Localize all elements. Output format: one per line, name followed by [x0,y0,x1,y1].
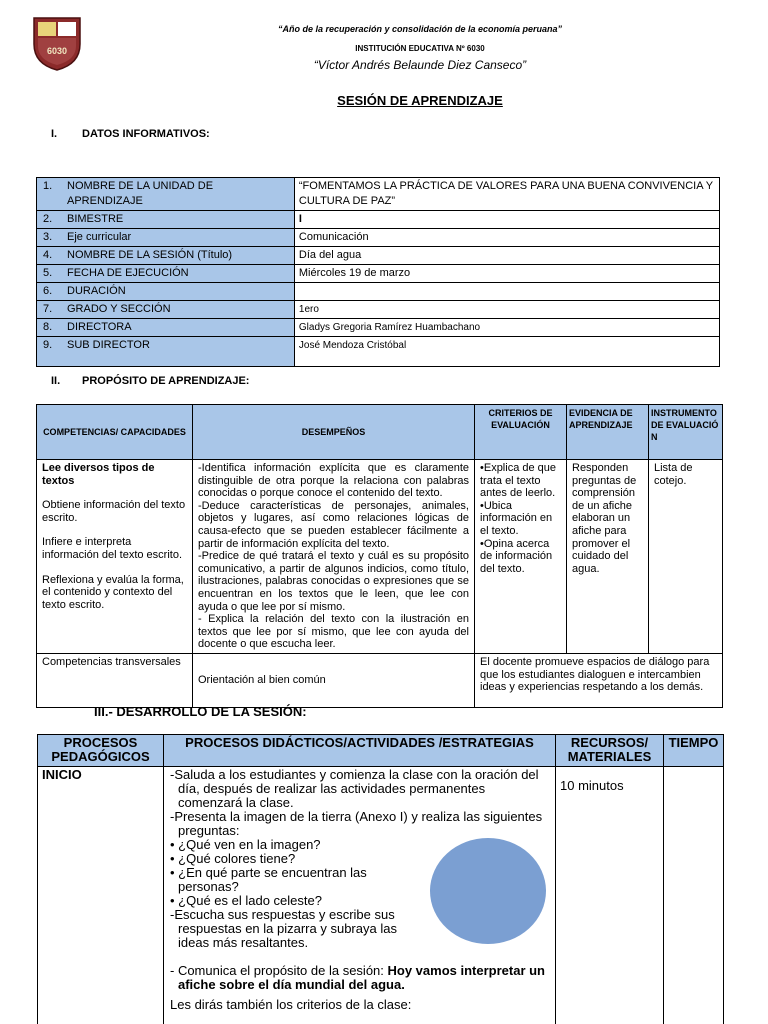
col-header-actividades: PROCESOS DIDÁCTICOS/ACTIVIDADES /ESTRATEGIAS [164,735,556,767]
tiempo-cell [664,767,724,1024]
development-table [37,734,724,1024]
proceso-cell: INICIO [38,767,164,1024]
desempeno-item: - Explica la relación del texto con la ilustración en textos que lee por sí mismo, que lee con ayuda del docente o que escucha leer. [198,613,469,651]
purpose-header-row [37,405,723,460]
row-label: Eje curricular [67,231,132,243]
info-row [37,178,720,211]
desempenos-cell [193,460,475,654]
purpose-row [37,460,723,654]
info-row [37,229,720,247]
instrumento-cell: Lista de cotejo. [649,460,723,654]
col-header-tiempo: TIEMPO [664,735,724,767]
criterio-item: •Opina acerca de información del texto. [480,537,553,575]
recurso-cell: 10 minutos [556,767,664,1024]
info-row [37,337,720,367]
row-number: 7. [43,303,53,315]
development-header-row [38,735,724,767]
row-value: Comunicación [294,229,719,247]
info-table [36,177,720,367]
info-row [37,247,720,265]
transversal-description: El docente promueve espacios de diálogo para que los estudiantes dialoguen e intercambien ideas y experiencias respetando a los demás. [475,653,723,707]
row-label: NOMBRE DE LA SESIÓN (Título) [67,249,233,261]
row-label: DURACIÓN [67,285,126,297]
row-number: 6. [43,285,53,297]
desempeno-item: -Deduce características de personajes, animales, objetos y lugares, así como relaciones lógicas de causa-efecto que se pueden establecer fácilmente a partir de información explícita del texto. [198,499,469,550]
row-value: 1ero [294,301,719,319]
row-value: Miércoles 19 de marzo [294,265,719,283]
development-row [38,767,724,1024]
section2-title: PROPÓSITO DE APRENDIZAJE: [82,375,250,387]
row-number: 9. [43,339,53,351]
criterios-cell [475,460,567,654]
earth-image-placeholder [430,838,546,944]
info-row [37,319,720,337]
row-label: FECHA DE EJECUCIÓN [67,267,189,279]
col-header-competencias: COMPETENCIAS/ CAPACIDADES [37,405,193,460]
info-row [37,265,720,283]
capacidad-item: Obtiene información del texto escrito. [42,499,186,524]
school-name: “Víctor Andrés Belaunde Diez Canseco” [313,58,527,72]
transversal-row [37,653,723,707]
purpose-table [36,404,723,708]
info-row [37,301,720,319]
year-motto: “Año de la recuperación y consolidación de la economía peruana” [277,24,563,34]
transversal-enfoque: Orientación al bien común [193,653,475,707]
criterios-line: Les dirás también los criterios de la clase: [170,997,412,1012]
row-number: 4. [43,249,53,261]
desempeno-item: -Predice de qué tratará el texto y cuál es su propósito comunicativo, a partir de algunos indicios, como título, ilustraciones, palabras conocidas o expresiones que se encuentran en los textos que le leen, que lee con ayuda o que lee por sí mismo. [198,550,469,613]
section1-number: I. [51,128,58,140]
row-label: BIMESTRE [67,213,124,225]
capacidad-item: Reflexiona y evalúa la forma, el contenido y contexto del texto escrito. [42,573,184,611]
proposito-text: Hoy vamos interpretar un afiche sobre el día mundial del agua. [178,963,546,992]
proposito-prefix: - Comunica el propósito de la sesión: [170,963,388,978]
row-number: 3. [43,231,53,243]
institution-label: INSTITUCIÓN EDUCATIVA Nº 6030 [355,44,485,53]
actividad-item: • ¿Qué es el lado celeste? [170,893,322,908]
actividad-item: -Presenta la imagen de la tierra (Anexo I) y realiza las siguientes preguntas: [170,809,543,838]
logo-number: 6030 [46,46,68,56]
desempeno-item: -Identifica información explícita que es claramente distinguible de otra porque la relaciona con palabras conocidas o porque conoce el contenido del texto. [198,462,469,500]
row-value [294,283,719,301]
section1-title: DATOS INFORMATIVOS: [82,128,210,140]
competencias-cell [37,460,193,654]
actividad-item: • ¿Qué ven en la imagen? [170,837,321,852]
proposito-line [168,964,551,992]
evidencia-cell: Responden preguntas de comprensión de un afiche elaboran un afiche para promover el cuidado del agua. [567,460,649,654]
row-value: Día del agua [294,247,719,265]
row-label: NOMBRE DE LA UNIDAD DE APRENDIZAJE [67,180,214,207]
school-crest-logo [30,14,84,72]
actividad-item: -Escucha sus respuestas y escribe sus respuestas en la pizarra y subraya las ideas más resaltantes. [170,907,397,950]
info-row [37,211,720,229]
col-header-evidencia: EVIDENCIA DE APRENDIZAJE [567,405,649,460]
competencia-title: Lee diversos tipos de textos [42,462,155,487]
row-value: José Mendoza Cristóbal [294,337,719,367]
actividad-item: • ¿En qué parte se encuentran las personas? [170,865,367,894]
col-header-instrumento: INSTRUMENTO DE EVALUACIÓN [649,405,723,460]
col-header-desempenos: DESEMPEÑOS [193,405,475,460]
criterio-item: •Ubica información en el texto. [480,499,553,537]
capacidad-item: Infiere e interpreta información del texto escrito. [42,536,183,561]
row-number: 5. [43,267,53,279]
actividad-item: -Saluda a los estudiantes y comienza la clase con la oración del día, después de realizar las actividades permanentes comenzará la clase. [170,767,539,810]
actividad-item: • ¿Qué colores tiene? [170,851,296,866]
row-label: GRADO Y SECCIÓN [67,303,171,315]
row-label: SUB DIRECTOR [67,339,150,351]
info-row [37,283,720,301]
row-value: I [294,211,719,229]
row-value: “FOMENTAMOS LA PRÁCTICA DE VALORES PARA UNA BUENA CONVIVENCIA Y CULTURA DE PAZ” [294,178,719,211]
col-header-criterios: CRITERIOS DE EVALUACIÓN [475,405,567,460]
row-label: DIRECTORA [67,321,132,333]
col-header-recursos: RECURSOS/ MATERIALES [556,735,664,767]
document-title: SESIÓN DE APRENDIZAJE [337,93,503,108]
section3-title: III.- DESARROLLO DE LA SESIÓN: [94,704,307,719]
row-number: 1. [43,180,53,192]
transversal-label: Competencias transversales [37,653,193,707]
row-number: 2. [43,213,53,225]
row-value: Gladys Gregoria Ramírez Huambachano [294,319,719,337]
criterio-item: •Explica de que trata el texto antes de leerlo. [480,462,557,500]
row-number: 8. [43,321,53,333]
section2-number: II. [51,375,61,387]
col-header-procesos: PROCESOS PEDAGÓGICOS [38,735,164,767]
